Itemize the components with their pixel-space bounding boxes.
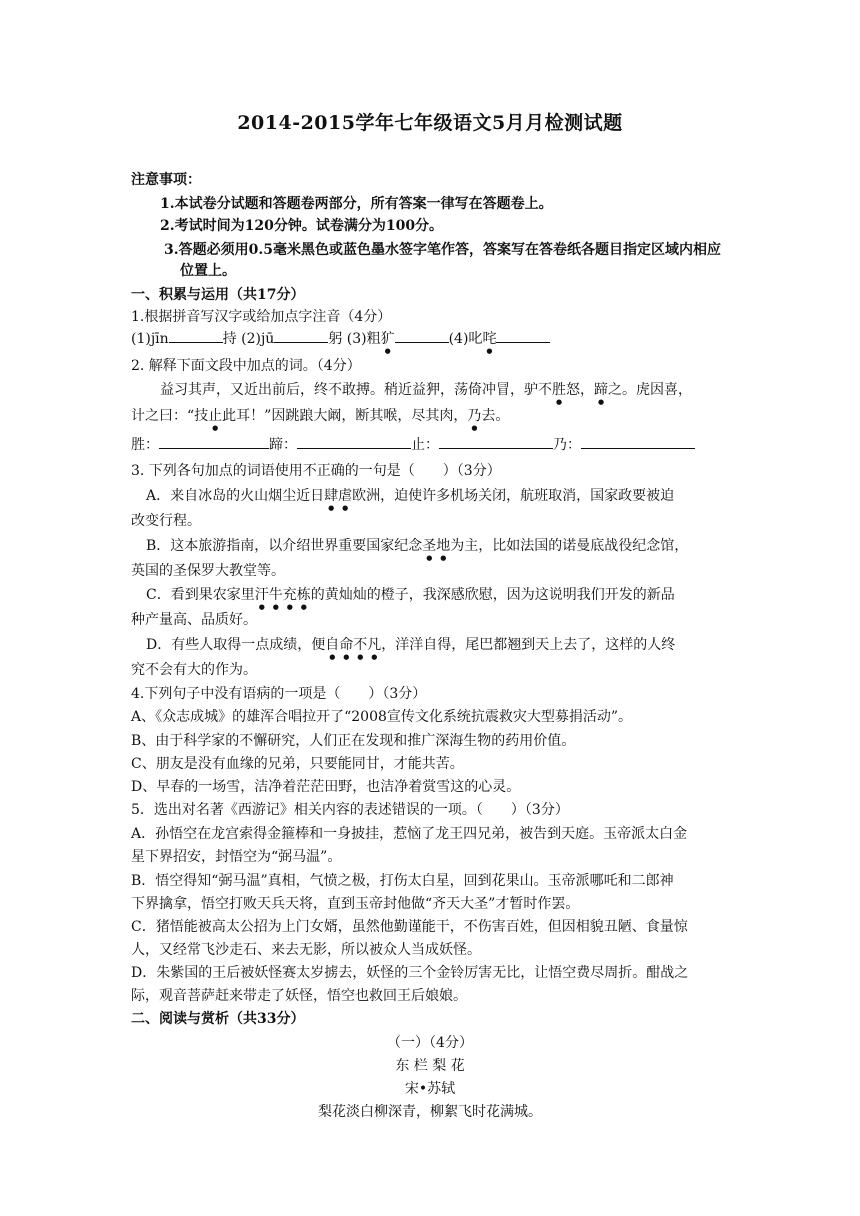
answer-blank[interactable]	[395, 328, 449, 343]
section-heading: 二、阅读与赏析（共33分）	[131, 1011, 305, 1027]
option-text: 的黄灿灿的橙子，我深感欣慰，因为这说明我们开发的新品	[310, 587, 675, 603]
passage-text: 此耳！”因跳踉大阚，断其喉，尽其肉，	[222, 408, 468, 424]
answer-blank[interactable]	[169, 328, 223, 343]
answer-label: 胜：	[131, 437, 159, 453]
q2-answers	[131, 434, 729, 455]
answer-label: 乃：	[553, 437, 581, 453]
passage-line	[131, 406, 729, 432]
poem-author: 宋•苏轼	[404, 1081, 456, 1097]
dotted-char: 胜	[552, 382, 566, 398]
option-line: 种产量高、品质好。	[131, 612, 257, 628]
option-line	[146, 536, 729, 562]
dotted-char: 咤	[482, 331, 497, 347]
answer-label: 止：	[411, 437, 439, 453]
passage-text: 之。虎因喜，	[608, 382, 692, 398]
option-line: 人，又经常飞沙走石、来去无影，所以被众人当成妖怪。	[131, 942, 481, 958]
dotted-char: 犷	[380, 331, 395, 347]
option-line: 改变行程。	[131, 513, 201, 529]
poem-title: 东 栏 梨 花	[395, 1058, 465, 1074]
answer-blank[interactable]	[274, 328, 328, 343]
subsection-label: （一）（4分）	[387, 1035, 473, 1051]
question-stem: 1.根据拼音写汉字或给加点字注音（4分）	[131, 309, 392, 325]
dotted-char: 蹄	[594, 382, 608, 398]
option-line: D、早春的一场雪，洁净着茫茫田野，也洁净着赏雪这的心灵。	[131, 779, 521, 795]
option-line: B．悟空得知“弼马温”真相，气愤之极，打伤太白星，回到花果山。玉帝派哪吒和二郎神	[131, 873, 674, 889]
option-line: B、由于科学家的不懈研究，人们正在发现和推广深海生物的药用价值。	[131, 733, 576, 749]
dotted-char: 止	[208, 408, 223, 424]
option-line: C、朋友是没有血缘的兄弟，只要能同甘，才能共苦。	[131, 756, 464, 772]
option-line: D．朱紫国的王后被妖怪赛太岁掳去，妖怪的三个金铃厉害无比，让悟空费尽周折。酣战之	[131, 965, 689, 981]
answer-blank[interactable]	[297, 434, 411, 449]
option-line: 究不会有大的作为。	[131, 662, 257, 678]
dotted-word: 自命不凡	[325, 637, 382, 653]
dotted-char: 乃	[467, 408, 482, 424]
q1-part: (1)jīn	[131, 331, 169, 347]
answer-blank[interactable]	[439, 434, 553, 449]
option-text: 欧洲，迫使许多机场关闭，航班取消，国家政要被迫	[352, 488, 675, 504]
option-line: C．猪悟能被高太公招为上门女婿，虽然他勤谨能干，不伤害百姓，但因相貌丑陋、食量惊	[131, 919, 688, 935]
option-line: 英国的圣保罗大教堂等。	[131, 563, 285, 579]
passage-text: 去。	[481, 408, 510, 424]
q1-part: 持 (2)jū	[222, 331, 275, 347]
q1-blanks	[131, 328, 729, 355]
passage-text: 益习其声，又近出前后，终不敢搏。稍近益狎，荡倚冲冒，驴不	[160, 382, 552, 398]
question-stem: 2. 解释下面文段中加点的词。（4分）	[131, 358, 361, 374]
option-text: A．来自冰岛的火山烟尘近日	[146, 488, 325, 504]
option-line: A、《众志成城》的雄浑合唱拉开了“2008宣传文化系统抗震救灾大型募捐活动”。	[131, 709, 633, 725]
dotted-word: 圣地	[422, 538, 451, 554]
q1-part: 躬 (3)粗	[328, 331, 381, 347]
dotted-word: 汗牛充栋	[254, 587, 311, 603]
option-line	[146, 486, 729, 512]
poem-line: 梨花淡白柳深青，柳絮飞时花满城。	[318, 1104, 542, 1120]
dotted-word: 肆虐	[324, 488, 353, 504]
option-text: ，洋洋自得，尾巴都翘到天上去了，这样的人终	[381, 637, 676, 653]
answer-blank[interactable]	[159, 434, 269, 449]
answer-label: 蹄：	[269, 437, 297, 453]
passage-line	[160, 380, 729, 406]
option-line: A．孙悟空在龙宫索得金箍棒和一身披挂，惹恼了龙王四兄弟，被告到天庭。玉帝派太白金	[131, 826, 688, 842]
option-text: C．看到果农家里	[146, 587, 255, 603]
notice-heading: 注意事项：	[131, 172, 201, 188]
option-line	[146, 635, 729, 661]
q1-part: (4)叱	[448, 331, 483, 347]
option-line: 际，观音菩萨赶来带走了妖怪，悟空也救回王后娘娘。	[131, 988, 467, 1004]
answer-blank[interactable]	[581, 434, 695, 449]
section-heading: 一、积累与运用（共17分）	[131, 287, 305, 303]
question-stem: 5．选出对名著《西游记》相关内容的表述错误的一项。（ ）（3分）	[131, 802, 569, 818]
notice-item: 1.本试卷分试题和答题卷两部分，所有答案一律写在答题卷上。	[160, 196, 553, 212]
notice-item: 位置上。	[180, 263, 236, 279]
passage-text: 怒，	[566, 382, 594, 398]
notice-item: 2.考试时间为120分钟。试卷满分为100分。	[160, 218, 444, 234]
option-text: D．有些人取得一点成绩，便	[146, 637, 326, 653]
option-text: B．这本旅游指南，以介绍世界重要国家纪念	[146, 538, 423, 554]
option-line: 下界擒拿，悟空打败天兵天将，直到玉帝封他做“齐天大圣”才暂时作罢。	[131, 896, 580, 912]
option-line: 星下界招安，封悟空为“弼马温”。	[131, 849, 342, 865]
option-text: 为主，比如法国的诺曼底战役纪念馆，	[450, 538, 689, 554]
option-line	[146, 585, 729, 611]
question-stem: 3. 下列各句加点的词语使用不正确的一句是（ ）（3分）	[131, 463, 501, 479]
passage-text: 计之曰：“技	[131, 408, 209, 424]
question-stem: 4.下列句子中没有语病的一项是（ ）（3分）	[131, 686, 427, 702]
page-title: 2014-2015学年七年级语文5月月检测试题	[237, 112, 623, 134]
answer-blank[interactable]	[496, 328, 550, 343]
notice-item: 3.答题必须用0.5毫米黑色或蓝色墨水签字笔作答，答案写在答卷纸各题目指定区域内相应	[164, 242, 721, 258]
